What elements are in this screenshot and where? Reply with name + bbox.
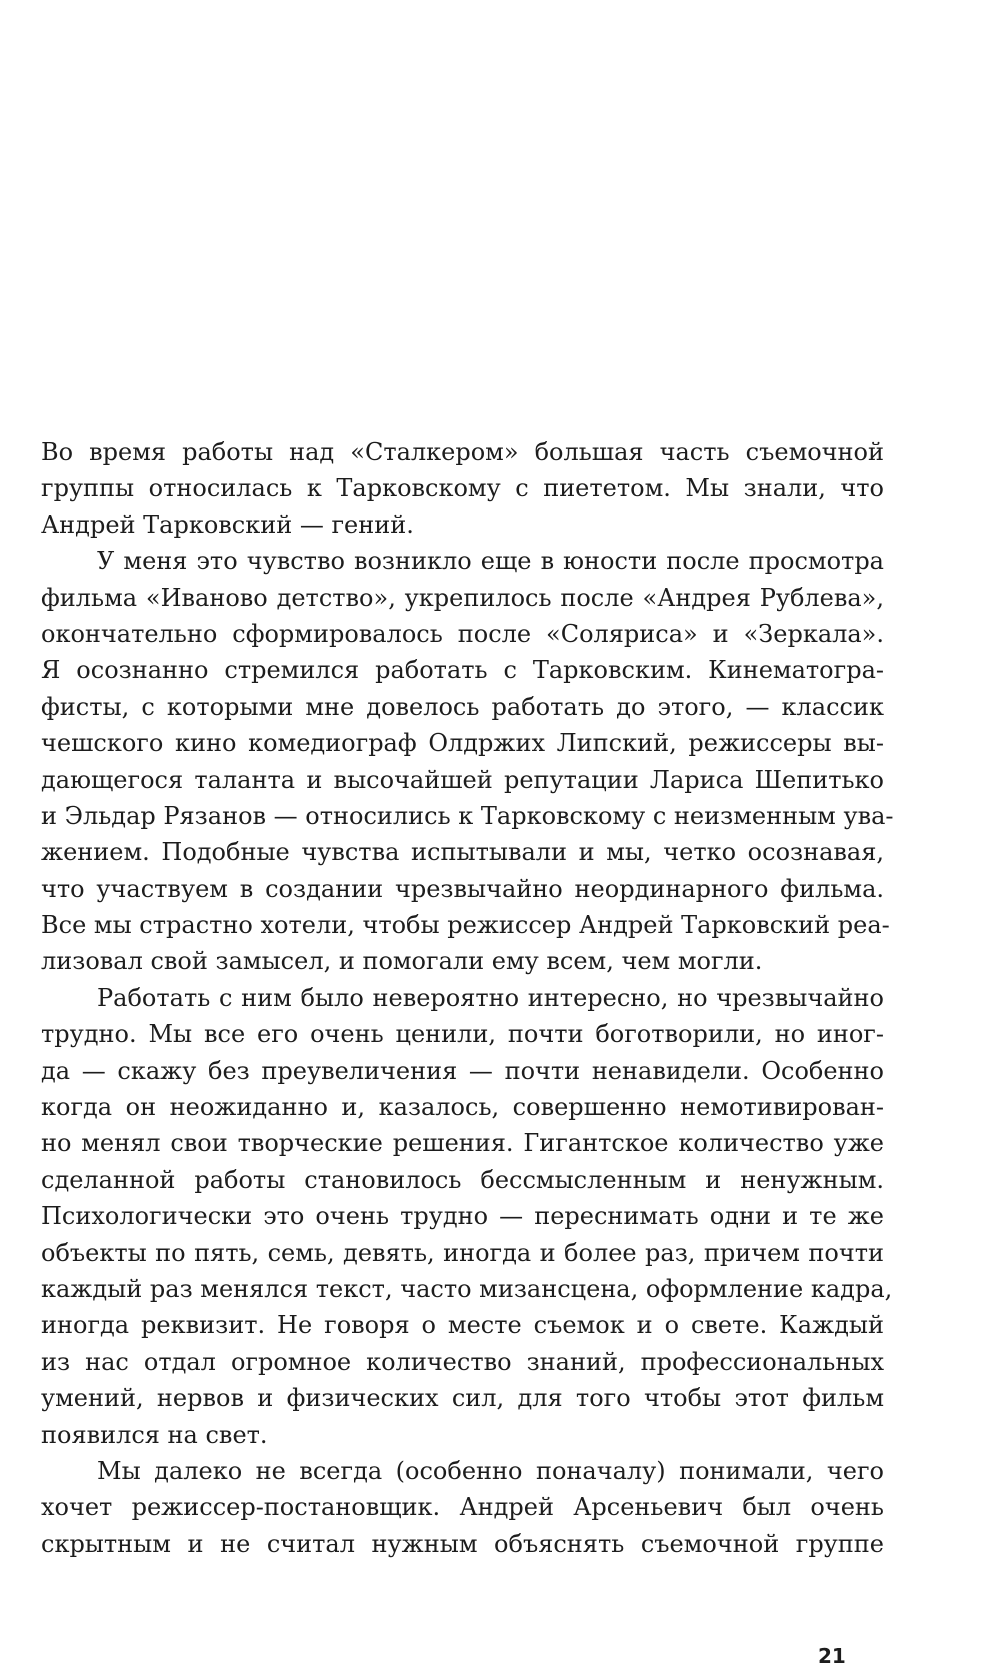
text-line: из нас отдал огромное количество знаний, профессиональных (41, 1347, 884, 1376)
text-line: Работать с ним было невероятно интересно, но чрезвычайно (97, 983, 884, 1012)
text-line: трудно. Мы все его очень ценили, почти боготворили, но иног- (41, 1020, 884, 1049)
text-line: но менял свои творческие решения. Гигантское количество уже (41, 1129, 884, 1158)
text-line: Я осознанно стремился работать с Тарковским. Кинематогра- (41, 656, 884, 685)
text-line: и Эльдар Рязанов — относились к Тарковскому с неизменным ува- (41, 801, 894, 830)
text-line: дающегося таланта и высочайшей репутации Лариса Шепитько (41, 765, 884, 794)
text-line: окончательно сформировалось после «Соляриса» и «Зеркала». (41, 619, 884, 648)
text-line: группы относилась к Тарковскому с пиететом. Мы знали, что (41, 474, 884, 503)
text-line: умений, нервов и физических сил, для того чтобы этот фильм (41, 1384, 884, 1413)
text-line: Мы далеко не всегда (особенно поначалу) понимали, чего (97, 1456, 884, 1485)
text-line: Андрей Тарковский — гений. (41, 510, 414, 539)
text-line: У меня это чувство возникло еще в юности после просмотра (97, 547, 884, 576)
text-line: хочет режиссер-постановщик. Андрей Арсеньевич был очень (41, 1493, 884, 1522)
text-line: появился на свет. (41, 1420, 268, 1449)
text-line: жением. Подобные чувства испытывали и мы, четко осознавая, (41, 838, 884, 867)
text-line: да — скажу без преувеличения — почти ненавидели. Особенно (41, 1056, 884, 1085)
text-line: скрытным и не считал нужным объяснять съемочной группе (41, 1529, 884, 1558)
text-line: сделанной работы становилось бессмысленным и ненужным. (41, 1165, 884, 1194)
text-line: чешского кино комедиограф Олдржих Липский, режиссеры вы- (41, 729, 884, 758)
text-line: иногда реквизит. Не говоря о месте съемок и о свете. Каждый (41, 1311, 884, 1340)
text-line: каждый раз менялся текст, часто мизансцена, оформление кадра, (41, 1274, 893, 1303)
text-line: Во время работы над «Сталкером» большая часть съемочной (41, 438, 884, 466)
text-line: Все мы страстно хотели, чтобы режиссер Андрей Тарковский реа- (41, 911, 890, 940)
text-line: лизовал свой замысел, и помогали ему всем, чем могли. (41, 947, 763, 976)
text-line: фильма «Иваново детство», укрепилось после «Андрея Рублева», (41, 583, 884, 612)
text-line: объекты по пять, семь, девять, иногда и более раз, причем почти (41, 1238, 884, 1267)
page-number: 21 (818, 1644, 846, 1668)
text-line: фисты, с которыми мне довелось работать до этого, — классик (41, 692, 884, 721)
text-line: Психологически это очень трудно — переснимать одни и те же (41, 1202, 884, 1231)
text-line: что участвуем в создании чрезвычайно неординарного фильма. (41, 874, 884, 903)
text-line: когда он неожиданно и, казалось, совершенно немотивирован- (41, 1093, 884, 1122)
body-text (41, 434, 894, 1562)
